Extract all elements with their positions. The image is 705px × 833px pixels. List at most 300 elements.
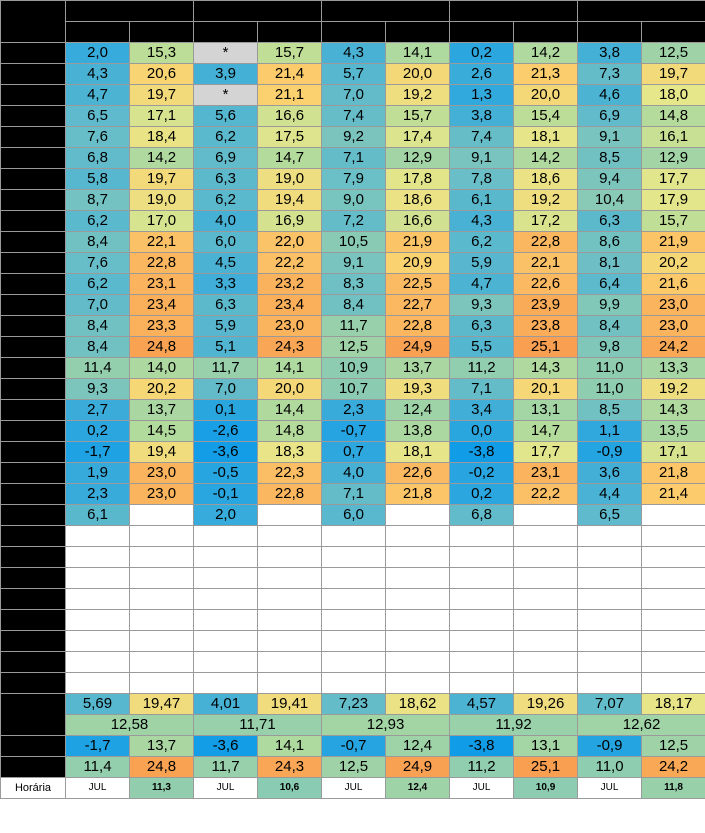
max-cell: 19,7	[642, 64, 705, 85]
min-cell: 5,1	[194, 337, 258, 358]
min-cell: 0,1	[194, 400, 258, 421]
max-cell	[642, 652, 705, 673]
min-cell: 6,2	[194, 127, 258, 148]
min-cell: 8,4	[66, 316, 130, 337]
max-cell: 12,5	[642, 43, 705, 64]
max-header: MAX	[514, 22, 578, 43]
min-cell	[450, 652, 514, 673]
max-cell: 22,3	[258, 463, 322, 484]
max-cell: 22,6	[514, 274, 578, 295]
max-cell	[130, 631, 194, 652]
day-label: 28	[1, 610, 66, 631]
table-row	[1, 274, 705, 295]
high-max-cell: 25,1	[514, 757, 578, 778]
low-max-cell: 14,1	[258, 736, 322, 757]
min-cell: 7,9	[322, 169, 386, 190]
min-cell: 7,0	[194, 379, 258, 400]
max-cell: 16,6	[386, 211, 450, 232]
max-cell	[130, 568, 194, 589]
media-max-cell: 19,26	[514, 694, 578, 715]
max-cell: 17,7	[514, 442, 578, 463]
day-label: 4	[1, 106, 66, 127]
min-cell	[578, 526, 642, 547]
min-cell: 6,2	[66, 274, 130, 295]
min-cell	[66, 526, 130, 547]
day-label: 17	[1, 379, 66, 400]
min-cell	[194, 589, 258, 610]
max-cell	[386, 631, 450, 652]
min-cell: 7,0	[322, 85, 386, 106]
max-cell: 24,9	[386, 337, 450, 358]
min-cell: -0,2	[450, 463, 514, 484]
max-cell: 22,1	[514, 253, 578, 274]
min-cell: 9,2	[322, 127, 386, 148]
max-cell	[130, 526, 194, 547]
max-cell: 19,4	[258, 190, 322, 211]
max-cell: 20,0	[514, 85, 578, 106]
min-cell: 6,3	[194, 295, 258, 316]
table-row	[1, 232, 705, 253]
max-cell: 16,1	[642, 127, 705, 148]
day-label: 10	[1, 232, 66, 253]
day-label: 2	[1, 64, 66, 85]
min-cell: 4,7	[450, 274, 514, 295]
day-label: 20	[1, 442, 66, 463]
min-cell: 10,9	[322, 358, 386, 379]
day-label: 5	[1, 127, 66, 148]
min-cell: 0,7	[322, 442, 386, 463]
max-cell	[386, 610, 450, 631]
media-label: MÉDIA	[1, 694, 66, 736]
table-row	[1, 484, 705, 505]
min-cell: 1,9	[66, 463, 130, 484]
max-cell: 23,8	[514, 316, 578, 337]
day-label: 8	[1, 190, 66, 211]
min-cell: 4,3	[322, 43, 386, 64]
max-cell: 13,8	[386, 421, 450, 442]
high-min-cell: 12,5	[322, 757, 386, 778]
max-cell: 17,7	[642, 169, 705, 190]
min-cell	[66, 631, 130, 652]
max-cell: 18,4	[130, 127, 194, 148]
min-cell: 3,4	[450, 400, 514, 421]
media-min-cell: 7,07	[578, 694, 642, 715]
max-cell	[514, 589, 578, 610]
max-cell: 20,2	[130, 379, 194, 400]
min-cell	[66, 652, 130, 673]
min-cell: 5,6	[194, 106, 258, 127]
max-cell: 22,8	[130, 253, 194, 274]
max-cell: 15,7	[258, 43, 322, 64]
max-cell	[514, 652, 578, 673]
max-header: MAX	[386, 22, 450, 43]
media-overall-cell: 11,71	[194, 715, 322, 736]
max-cell: 14,1	[258, 358, 322, 379]
max-cell: 20,0	[258, 379, 322, 400]
min-cell: 7,6	[66, 127, 130, 148]
day-label: 1	[1, 43, 66, 64]
day-label: 12	[1, 274, 66, 295]
table-row	[1, 337, 705, 358]
max-cell: 19,2	[514, 190, 578, 211]
max-cell: 21,8	[386, 484, 450, 505]
max-cell: 14,8	[258, 421, 322, 442]
min-cell	[322, 526, 386, 547]
max-cell: 12,9	[642, 148, 705, 169]
low-row	[1, 736, 705, 757]
station-header: Aeroporto	[578, 1, 705, 22]
max-cell: 22,8	[386, 316, 450, 337]
min-cell: 2,6	[450, 64, 514, 85]
low-min-cell: -3,8	[450, 736, 514, 757]
max-cell: 13,3	[642, 358, 705, 379]
day-label: 6	[1, 148, 66, 169]
min-cell: 0,2	[450, 43, 514, 64]
header-row-minmax	[1, 22, 705, 43]
max-cell: 20,9	[386, 253, 450, 274]
max-cell: 14,3	[642, 400, 705, 421]
low-max-cell: 12,4	[386, 736, 450, 757]
min-cell	[322, 652, 386, 673]
max-cell: 15,3	[130, 43, 194, 64]
max-cell	[130, 652, 194, 673]
max-cell: 20,1	[514, 379, 578, 400]
day-label: 3	[1, 85, 66, 106]
max-cell: 12,4	[386, 400, 450, 421]
max-cell	[642, 610, 705, 631]
max-cell: 17,1	[130, 106, 194, 127]
day-label: 13	[1, 295, 66, 316]
min-cell: 2,0	[66, 43, 130, 64]
max-cell: 14,8	[642, 106, 705, 127]
min-cell: 9,9	[578, 295, 642, 316]
max-cell: 22,2	[258, 253, 322, 274]
min-cell: 8,4	[578, 316, 642, 337]
min-cell: 6,0	[194, 232, 258, 253]
max-cell: 22,8	[514, 232, 578, 253]
max-cell: 15,7	[642, 211, 705, 232]
max-cell: 21,8	[642, 463, 705, 484]
min-cell: 8,5	[578, 400, 642, 421]
horaria-month-cell: JUL	[578, 778, 642, 799]
min-cell: 6,5	[66, 106, 130, 127]
max-cell: 22,1	[130, 232, 194, 253]
min-cell: 7,1	[450, 379, 514, 400]
day-label: 18	[1, 400, 66, 421]
day-label: 19	[1, 421, 66, 442]
min-cell: 3,9	[194, 64, 258, 85]
min-cell: 7,8	[450, 169, 514, 190]
min-cell: 7,1	[322, 148, 386, 169]
low-max-cell: 13,7	[130, 736, 194, 757]
day-label: 30	[1, 652, 66, 673]
min-header: MIN	[450, 22, 514, 43]
min-cell: 10,5	[322, 232, 386, 253]
min-cell	[578, 631, 642, 652]
day-label: 21	[1, 463, 66, 484]
table-row	[1, 442, 705, 463]
max-cell: 19,3	[386, 379, 450, 400]
min-cell	[578, 547, 642, 568]
max-cell: 16,9	[258, 211, 322, 232]
min-cell	[450, 547, 514, 568]
min-cell: 6,8	[450, 505, 514, 526]
max-cell	[130, 547, 194, 568]
media-overall-row	[1, 715, 705, 736]
max-cell: 23,0	[130, 463, 194, 484]
max-cell	[642, 589, 705, 610]
min-cell: 6,0	[322, 505, 386, 526]
horaria-row	[1, 778, 705, 799]
max-cell: 12,9	[386, 148, 450, 169]
min-cell: 6,3	[578, 211, 642, 232]
min-cell: 9,3	[450, 295, 514, 316]
min-cell: 7,4	[450, 127, 514, 148]
high-row	[1, 757, 705, 778]
min-cell: 4,0	[194, 211, 258, 232]
min-cell	[66, 568, 130, 589]
max-cell: 15,4	[514, 106, 578, 127]
max-cell: 17,5	[258, 127, 322, 148]
day-label: 26	[1, 568, 66, 589]
media-min-cell: 4,01	[194, 694, 258, 715]
min-cell	[322, 631, 386, 652]
min-cell: -3,6	[194, 442, 258, 463]
min-cell: 8,4	[66, 337, 130, 358]
min-cell	[322, 589, 386, 610]
table-row	[1, 610, 705, 631]
min-cell: 6,2	[194, 190, 258, 211]
max-cell	[258, 505, 322, 526]
max-header: MAX	[642, 22, 705, 43]
max-cell: 21,4	[642, 484, 705, 505]
max-cell: 23,9	[514, 295, 578, 316]
min-cell	[194, 673, 258, 694]
min-cell	[322, 568, 386, 589]
max-cell: 23,4	[258, 295, 322, 316]
table-row	[1, 463, 705, 484]
day-label: 15	[1, 337, 66, 358]
min-cell	[450, 526, 514, 547]
min-cell: 1,1	[578, 421, 642, 442]
min-cell	[450, 631, 514, 652]
max-cell	[258, 673, 322, 694]
min-cell	[194, 526, 258, 547]
max-cell	[642, 673, 705, 694]
max-cell	[386, 568, 450, 589]
max-cell: 23,3	[130, 316, 194, 337]
high-max-cell: 24,9	[386, 757, 450, 778]
min-cell: -0,5	[194, 463, 258, 484]
min-cell: -0,9	[578, 442, 642, 463]
min-cell: -2,6	[194, 421, 258, 442]
max-cell: 14,2	[514, 43, 578, 64]
low-max-cell: 13,1	[514, 736, 578, 757]
max-cell: 22,2	[514, 484, 578, 505]
day-label: 9	[1, 211, 66, 232]
min-cell: 10,4	[578, 190, 642, 211]
max-cell	[642, 526, 705, 547]
min-cell: 9,0	[322, 190, 386, 211]
max-cell: 23,0	[258, 316, 322, 337]
max-cell	[386, 589, 450, 610]
max-cell: 21,9	[386, 232, 450, 253]
horaria-value-cell: 11,3	[130, 778, 194, 799]
min-cell: 6,3	[450, 316, 514, 337]
max-cell: 18,1	[386, 442, 450, 463]
media-overall-cell: 11,92	[450, 715, 578, 736]
table-row	[1, 400, 705, 421]
max-cell: 23,0	[642, 316, 705, 337]
min-cell: 6,8	[66, 148, 130, 169]
max-cell: 18,1	[514, 127, 578, 148]
min-cell: 11,7	[322, 316, 386, 337]
max-cell	[642, 505, 705, 526]
max-cell: 21,1	[258, 85, 322, 106]
table-row	[1, 652, 705, 673]
min-cell: 2,3	[66, 484, 130, 505]
min-cell: 5,9	[450, 253, 514, 274]
min-header: MIN	[66, 22, 130, 43]
month-label: jul/21	[1, 1, 66, 43]
low-max-cell: 12,5	[642, 736, 705, 757]
low-min-cell: -1,7	[66, 736, 130, 757]
min-cell: 7,2	[322, 211, 386, 232]
min-cell	[322, 673, 386, 694]
max-cell: 23,2	[258, 274, 322, 295]
max-cell: 24,3	[258, 337, 322, 358]
high-min-cell: 11,2	[450, 757, 514, 778]
max-cell	[386, 652, 450, 673]
max-cell	[642, 568, 705, 589]
max-cell	[514, 610, 578, 631]
min-cell	[66, 610, 130, 631]
table-row	[1, 190, 705, 211]
min-cell: 5,7	[322, 64, 386, 85]
station-header: CWB/Pilarzinho	[66, 1, 194, 22]
max-cell: 19,2	[642, 379, 705, 400]
low-min-cell: -0,7	[322, 736, 386, 757]
min-cell: 0,0	[450, 421, 514, 442]
max-cell	[514, 547, 578, 568]
max-cell	[130, 505, 194, 526]
max-cell: 17,4	[386, 127, 450, 148]
max-cell: 19,7	[130, 85, 194, 106]
min-cell: 5,8	[66, 169, 130, 190]
max-cell: 17,1	[642, 442, 705, 463]
horaria-month-cell: JUL	[322, 778, 386, 799]
high-max-cell: 24,3	[258, 757, 322, 778]
table-row	[1, 148, 705, 169]
min-cell: 12,5	[322, 337, 386, 358]
min-cell	[194, 610, 258, 631]
table-row	[1, 127, 705, 148]
day-label: 11	[1, 253, 66, 274]
table-row	[1, 85, 705, 106]
min-cell: 9,1	[322, 253, 386, 274]
min-cell: 9,4	[578, 169, 642, 190]
min-cell: 8,1	[578, 253, 642, 274]
min-cell: 7,1	[322, 484, 386, 505]
station-header: CWB/Cachoeira	[322, 1, 450, 22]
max-cell	[130, 610, 194, 631]
max-cell: 24,8	[130, 337, 194, 358]
max-cell: 14,3	[514, 358, 578, 379]
table-row	[1, 379, 705, 400]
media-max-cell: 19,41	[258, 694, 322, 715]
min-cell: 8,3	[322, 274, 386, 295]
max-cell	[514, 673, 578, 694]
min-cell: 8,4	[322, 295, 386, 316]
max-cell: 16,6	[258, 106, 322, 127]
day-label: 25	[1, 547, 66, 568]
min-cell: -1,7	[66, 442, 130, 463]
max-cell: 14,4	[258, 400, 322, 421]
min-cell: 4,5	[194, 253, 258, 274]
high-label: High	[1, 757, 66, 778]
min-cell: 7,4	[322, 106, 386, 127]
max-cell: 14,7	[258, 148, 322, 169]
min-cell: 7,3	[578, 64, 642, 85]
min-cell: 8,6	[578, 232, 642, 253]
max-cell	[514, 568, 578, 589]
min-header: MIN	[322, 22, 386, 43]
max-cell: 14,2	[514, 148, 578, 169]
min-cell: 0,2	[66, 421, 130, 442]
media-overall-cell: 12,93	[322, 715, 450, 736]
day-label: 31	[1, 673, 66, 694]
min-cell	[194, 631, 258, 652]
day-label: 22	[1, 484, 66, 505]
min-cell: 11,7	[194, 358, 258, 379]
min-cell: 11,4	[66, 358, 130, 379]
max-cell	[642, 547, 705, 568]
min-cell: 3,8	[450, 106, 514, 127]
media-max-cell: 18,17	[642, 694, 705, 715]
min-cell: 0,2	[450, 484, 514, 505]
station-header: CWB/Orleans	[194, 1, 322, 22]
min-cell: 5,9	[194, 316, 258, 337]
max-cell: 21,9	[642, 232, 705, 253]
min-cell	[66, 589, 130, 610]
max-cell	[130, 589, 194, 610]
max-cell: 24,2	[642, 337, 705, 358]
horaria-month-cell: JUL	[66, 778, 130, 799]
media-overall-cell: 12,62	[578, 715, 705, 736]
day-label: 27	[1, 589, 66, 610]
table-row	[1, 505, 705, 526]
min-cell: 6,2	[450, 232, 514, 253]
max-cell	[258, 526, 322, 547]
min-cell: 11,2	[450, 358, 514, 379]
max-cell: 25,1	[514, 337, 578, 358]
max-cell	[386, 526, 450, 547]
min-cell: 4,3	[66, 64, 130, 85]
max-cell: 15,7	[386, 106, 450, 127]
min-cell	[194, 568, 258, 589]
horaria-month-cell: JUL	[450, 778, 514, 799]
min-cell: 5,5	[450, 337, 514, 358]
table-row	[1, 589, 705, 610]
min-cell: 9,1	[578, 127, 642, 148]
max-cell: 18,6	[386, 190, 450, 211]
media-max-cell: 19,47	[130, 694, 194, 715]
max-cell: 21,4	[258, 64, 322, 85]
min-cell: 11,0	[578, 358, 642, 379]
max-cell: 23,1	[130, 274, 194, 295]
min-cell: 4,7	[66, 85, 130, 106]
horaria-month-cell: JUL	[194, 778, 258, 799]
